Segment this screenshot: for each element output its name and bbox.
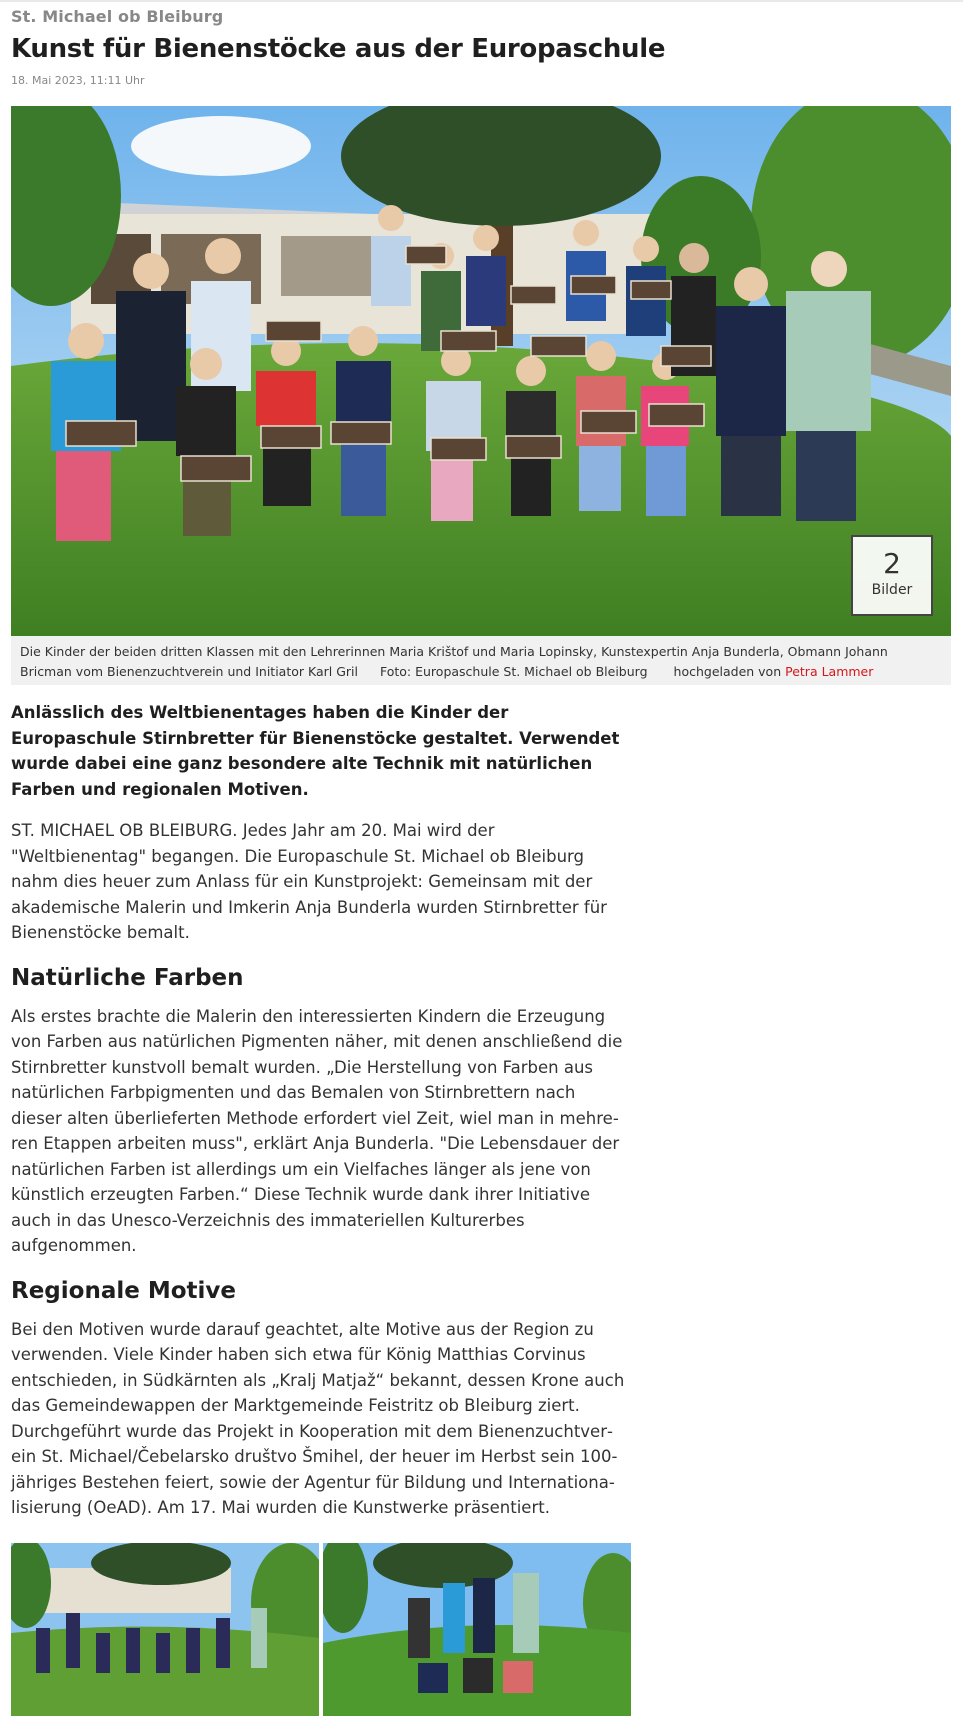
gallery-thumbnails (11, 1543, 631, 1716)
gallery-count-label: Bilder (871, 582, 913, 598)
gallery-count: 2 (883, 547, 901, 580)
article-paragraph: ST. MICHAEL OB BLEIBURG. Jedes Jahr am 20. Mai wird der "Weltbienentag" begangen. Die Europaschule St. Michael ob Bleiburg nahm dies heuer zum Anlass für ein Kunstprojekt: Gemeinsam mit der akademische Malerin und Imkerin Anja Bunderla wurden Stirnbretter für Bienenstöcke bemalt. (11, 821, 607, 942)
article-paragraph: Bei den Motiven wurde darauf geachtet, alte Motive aus der Region zu verwenden. Viele Kinder haben sich etwa für König Matthias Corvinus entschieden, in Südkärnten als „Kralj Matjaž“ bekannt, dessen Krone auch das Gemeindewappen der Marktgemeinde Feistritz ob Bleiburg ziert. Durchgeführt wurde das Projekt in Kooperation mit dem Bienenzuchtverein St. Michael/Čebelarsko društvo Šmihel, der heuer im Herbst sein 100-jähriges Bestehen feiert, sowie der Agentur für Bildung und Internationalisierung (OeAD). Am 17. Mai wurden die Kunstwerke präsentiert. (11, 1319, 625, 1517)
article-body (11, 700, 631, 1521)
section-heading: Regionale Motive (11, 1277, 237, 1304)
photo-credit: Foto: Europaschule St. Michael ob Bleiburg (379, 664, 648, 679)
gallery-thumbnail-1[interactable] (11, 1543, 319, 1716)
hero-photo[interactable] (11, 106, 951, 636)
page-title: Kunst für Bienenstöcke aus der Europaschule (11, 34, 666, 64)
gallery-thumbnail-2[interactable] (323, 1543, 631, 1716)
caption-text: Die Kinder der beiden dritten Klassen mit den Lehrerinnen Maria Krištof und Maria Lopinsky, Kunstexpertin Anja Bunderla, Obmann Johann Bricman vom Bienenzuchtverein und Initiator Karl Gril (20, 644, 888, 679)
article-paragraph: Als erstes brachte die Malerin den interessierten Kindern die Erzeugung von Farben aus natürlichen Pigmenten näher, mit denen anschließend die Stirnbretter kunstvoll bemalt wurden. „Die Herstellung von Farben aus natürlichen Farbpigmenten und das Bemalen von Stirnbrettern nach dieser alten überlieferten Methode erfordert viel Zeit, wiel man in mehreren Etappen arbeiten muss", erklärt Anja Bunderla. "Die Lebensdauer der natürlichen Farben ist allerdings um ein Vielfaches länger als jene von künstlich erzeugten Farben.“ Diese Technik wurde dank ihrer Initiative auch in das Unesco-Verzeichnis des immateriellen Kulturerbes aufgenommen. (11, 1006, 623, 1255)
photo-icon (11, 1543, 319, 1716)
hero-photo-image (11, 106, 951, 636)
uploaded-by-label: hochgeladen von (673, 664, 782, 679)
gallery-counter-button[interactable] (851, 535, 933, 616)
publish-date: 18. Mai 2023, 11:11 Uhr (11, 74, 145, 87)
uploader-link[interactable]: Petra Lammer (785, 664, 874, 679)
location-kicker[interactable]: St. Michael ob Bleiburg (11, 7, 224, 26)
section-heading: Natürliche Farben (11, 964, 244, 991)
photo-caption (11, 636, 951, 685)
article-lead: Anlässlich des Weltbienentages haben die Kinder der Europaschule Stirnbretter für Bienenstöcke gestaltet. Verwendet wurde dabei eine ganz besondere alte Technik mit natürlichen Farben und regionalen Motiven. (11, 703, 620, 799)
photo-icon (323, 1543, 631, 1716)
top-divider (0, 0, 963, 2)
